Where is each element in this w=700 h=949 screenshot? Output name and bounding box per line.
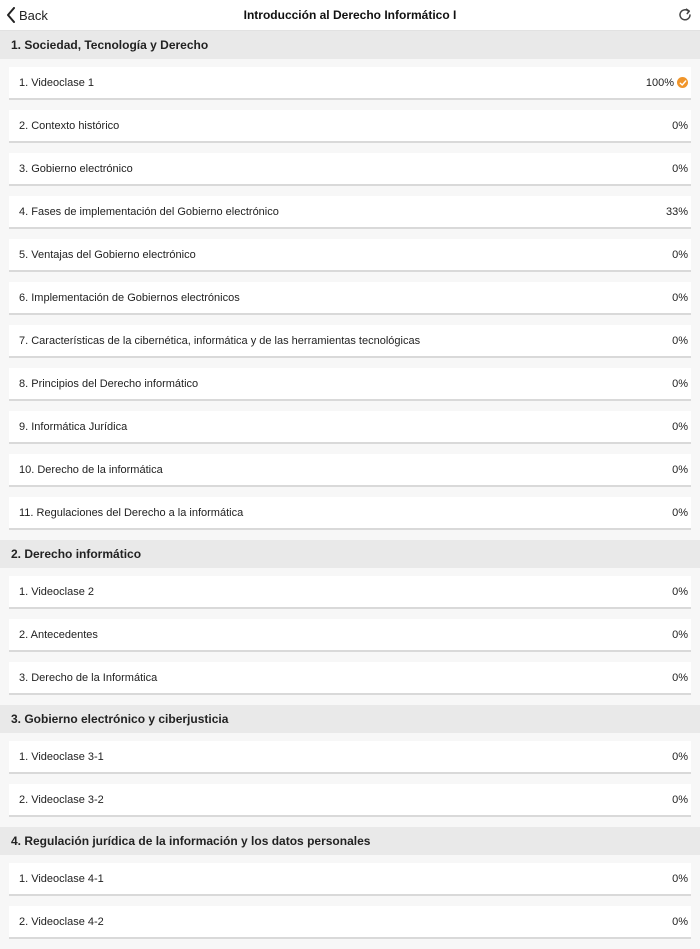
lesson-progress [672,335,688,347]
lesson-label: 9. Informática Jurídica [19,420,128,433]
lesson-progress [672,464,688,476]
progress-value: 0% [672,162,688,175]
progress-value: 0% [672,793,688,806]
progress-value: 0% [672,872,688,885]
lesson-label: 5. Ventajas del Gobierno electrónico [19,248,196,261]
lesson-item[interactable] [9,282,691,315]
lesson-label: 8. Principios del Derecho informático [19,377,199,390]
refresh-icon[interactable] [677,7,693,23]
progress-value: 0% [672,506,688,519]
lesson-item[interactable] [9,325,691,358]
lesson-label: 2. Contexto histórico [19,119,120,132]
lesson-progress [672,249,688,261]
lesson-item[interactable] [9,497,691,530]
lesson-label: 11. Regulaciones del Derecho a la informática [19,506,244,519]
progress-value: 0% [672,750,688,763]
lesson-progress [672,916,688,928]
lesson-progress [672,378,688,390]
lesson-progress [666,206,688,218]
lesson-label: 3. Derecho de la Informática [19,671,158,684]
lesson-label: 6. Implementación de Gobiernos electrónicos [19,291,240,304]
lesson-item[interactable] [9,153,691,186]
lesson-label: 1. Videoclase 3-1 [19,750,104,763]
lesson-label: 2. Videoclase 4-2 [19,915,104,928]
lesson-label: 2. Antecedentes [19,628,98,641]
progress-value: 0% [672,463,688,476]
lesson-item[interactable] [9,576,691,609]
page-title: Introducción al Derecho Informático I [243,8,457,22]
lesson-item[interactable] [9,67,691,100]
progress-value: 0% [672,915,688,928]
navigation-bar [0,0,700,31]
lesson-progress [672,794,688,806]
lesson-progress [672,163,688,175]
lesson-item[interactable] [9,454,691,487]
lesson-item[interactable] [9,662,691,695]
lesson-item[interactable] [9,239,691,272]
lesson-progress [646,77,688,89]
progress-value: 100% [645,76,674,89]
progress-value: 0% [672,420,688,433]
section-header: 4. Regulación jurídica de la información y los datos personales [0,827,700,855]
section-header: 1. Sociedad, Tecnología y Derecho [0,31,700,59]
lesson-item[interactable] [9,784,691,817]
lesson-label: 4. Fases de implementación del Gobierno electrónico [19,205,279,218]
lesson-item[interactable] [9,619,691,652]
progress-value: 0% [672,671,688,684]
progress-value: 33% [665,205,688,218]
lesson-progress [672,120,688,132]
lesson-item[interactable] [9,741,691,774]
lesson-progress [672,421,688,433]
progress-value: 0% [672,248,688,261]
lesson-item[interactable] [9,110,691,143]
lesson-label: 1. Videoclase 1 [19,76,95,89]
lesson-item[interactable] [9,196,691,229]
lesson-progress [672,629,688,641]
back-label: Back [19,7,48,23]
lesson-item[interactable] [9,906,691,939]
lesson-progress [672,586,688,598]
progress-value: 0% [672,334,688,347]
section-header: 3. Gobierno electrónico y ciberjusticia [0,705,700,733]
lesson-label: 10. Derecho de la informática [19,463,163,476]
lesson-item[interactable] [9,863,691,896]
progress-value: 0% [672,119,688,132]
lesson-progress [672,292,688,304]
progress-value: 0% [672,377,688,390]
course-content [0,31,700,949]
lesson-label: 3. Gobierno electrónico [19,162,133,175]
progress-value: 0% [672,628,688,641]
lesson-progress [672,751,688,763]
lesson-label: 1. Videoclase 2 [19,585,95,598]
lesson-item[interactable] [9,411,691,444]
section-header: 2. Derecho informático [0,540,700,568]
lesson-label: 2. Videoclase 3-2 [19,793,104,806]
lesson-label: 1. Videoclase 4-1 [19,872,104,885]
check-circle-icon [677,77,688,88]
progress-value: 0% [672,585,688,598]
lesson-label: 7. Características de la cibernética, informática y de las herramientas tecnológicas [19,334,421,347]
lesson-progress [672,873,688,885]
progress-value: 0% [672,291,688,304]
lesson-item[interactable] [9,368,691,401]
lesson-progress [672,672,688,684]
lesson-progress [672,507,688,519]
